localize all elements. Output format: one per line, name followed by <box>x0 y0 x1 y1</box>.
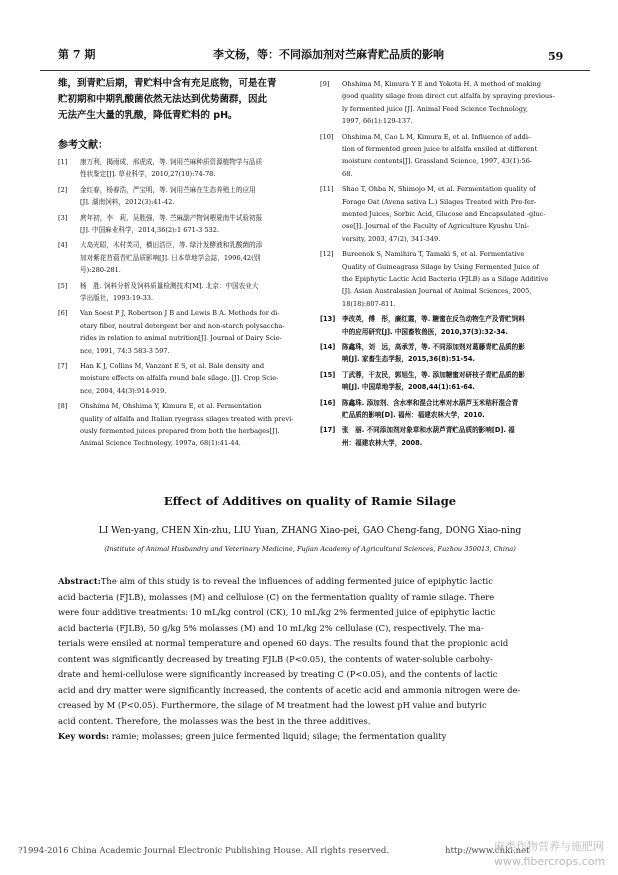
abstract-line: were four additive treatments: 10 mL/kg control (CK), 10 mL/kg 2% fermented juice of epiphytic lactic <box>58 607 496 617</box>
reference-line: 1997, 66(1):129-137. <box>342 117 413 126</box>
reference-line: 大岛光昭，木村芙司，横田浩臣，等. 绿汁发酵液和乳酸菌的添 <box>80 241 263 250</box>
reference-line: 贮品质的影响[D]. 福州：福建农林大学，2010. <box>342 411 485 419</box>
reference-number: [10] <box>320 132 334 141</box>
reference-text <box>80 360 278 397</box>
reference-number: [4] <box>58 241 68 250</box>
reference-line: Bureenok S, Namihira T, Tamaki S, et al. Fermentative <box>342 250 525 259</box>
cnki-link[interactable]: http://www.cnki.net <box>445 846 530 856</box>
reference-line: Van Soest P J, Robertson J B and Lewis B A. Methods for di- <box>80 309 280 318</box>
intro-paragraph <box>58 76 308 124</box>
reference-number: [5] <box>58 281 68 290</box>
reference-line: 中的应用研究[J]. 中国畜牧兽医，2010,37(3):32-34. <box>342 327 508 336</box>
reference-line: nce, 2004, 44(3):914-919. <box>80 386 167 395</box>
reference-line: 陈鑫珠. 添加剂、含水率和混合比率对水葫芦玉米秸秆混合青 <box>342 398 519 407</box>
abstract-label: Abstract: <box>58 576 101 586</box>
reference-line: Ohshima M, Ohshima Y, Kimura E, et al. Fermentation <box>80 402 262 411</box>
reference-line: ly fermented juice [J]. Animal Feed Science Technology, <box>342 104 528 113</box>
reference-text <box>80 184 256 209</box>
keywords-label: Key words: <box>58 731 110 741</box>
reference-text <box>80 239 262 276</box>
abstract-line <box>58 574 580 590</box>
reference-line: versity, 2003, 47(2), 341-349. <box>342 234 441 243</box>
intro-line: 无法产生大量的乳酸，降低青贮料的 pH。 <box>58 110 238 121</box>
reference-line: 康万利，揭雨成，邢虎成，等. 饲用苎麻种质资源植物学与品质 <box>80 158 263 166</box>
reference-text <box>342 313 525 338</box>
reference-text <box>342 183 546 245</box>
reference-number: [17] <box>320 426 336 435</box>
reference-number: [2] <box>58 185 68 194</box>
reference-text <box>342 78 555 128</box>
reference-line: good quality silage from direct cut alfalfa by spraying previous- <box>342 92 555 101</box>
reference-line: nce, 1991, 74:3 583-3 597. <box>80 346 170 355</box>
reference-line: 李改英，傅 彤，廉红霞，等. 糖蜜在反刍动物生产及青贮饲料 <box>342 315 525 324</box>
reference-line: 号):280-281. <box>80 266 121 275</box>
reference-line: the Epiphytic Lactic Acid Bacteria (FJLB) as a Silage Additive <box>342 275 549 283</box>
reference-line: 响[J]. 中国草地学报，2008,44(1):61-64. <box>342 383 475 392</box>
reference-number: [3] <box>58 213 68 222</box>
reference-line: quality of alfalfa and Italian ryegrass silages treated with previ- <box>80 414 294 423</box>
reference-line: rides in relation to animal nutrition[J]. Journal of Dairy Scie- <box>80 334 282 343</box>
reference-line: 丁武蓉，干友民，郭旭生，等. 添加糖蜜对研枝子青贮品质的影 <box>342 370 525 379</box>
reference-line: mented Juices, Sorbic Acid, Glucose and Encapsulated -gluc- <box>342 210 546 218</box>
reference-line: Quality of Guineagrass Silage by Using Fermented Juice of <box>342 262 539 271</box>
reference-line: 杨 胜. 饲料分析及饲料质量检测技术[M]. 北京：中国农业大 <box>80 281 259 290</box>
intro-line: 贮初期和中期乳酸菌依然无法达到优势菌群，因此 <box>58 94 268 105</box>
abstract-line: acid bacteria (FJLB), molasses (M) and cellulose (C) on the fermentation quality of ramie silage. There <box>58 591 495 602</box>
reference-text <box>342 341 525 366</box>
reference-number: [13] <box>320 315 336 324</box>
abstract-line: drate and hemi-cellulose were significantly increased by treating C (P<0.05), and the contents of lactic <box>58 669 498 679</box>
reference-text <box>342 397 518 422</box>
reference-text <box>342 248 548 310</box>
reference-line: moisture effects on alfalfa round bale silage. [J]. Crop Scie- <box>80 374 279 383</box>
reference-line: 18(18):807-811. <box>342 299 396 308</box>
reference-line: Animal Science Technology, 1997a, 68(1):41-44. <box>80 439 241 448</box>
reference-line: [J]. Asian Australasian Journal of Animal Sciences, 2005, <box>342 287 532 296</box>
abstract-text: The aim of this study is to reveal the influences of adding fermented juice of epiphytic lactic <box>100 576 493 586</box>
copyright-footer: ?1994-2016 China Academic Journal Electronic Publishing House. All rights reserved. <box>18 846 390 856</box>
reference-number: [9] <box>320 80 330 88</box>
reference-text <box>342 131 537 181</box>
reference-line: ose[J]. Journal of the Faculty of Agriculture Kyushu Uni- <box>342 222 530 231</box>
reference-number: [7] <box>58 362 68 370</box>
reference-line: 金红春，杨春浩，严宝明，等. 饲用苎麻在生态养殖上的应用 <box>80 185 256 194</box>
english-institution: (Institute of Animal Husbandry and Veterinary Medicine, Fujian Academy of Agricultural Sciences, Fuzhou 350013, China) <box>104 545 516 553</box>
abstract-line: terials were ensiled at normal temperature and opened 60 days. The results found that the propionic acid <box>58 638 509 648</box>
reference-text <box>342 369 525 394</box>
reference-line: 响[J]. 家畜生态学报，2015,36(8):51-54. <box>342 355 475 364</box>
reference-line: moisture contents[J]. Grassland Science, 1997, 43(1):56- <box>342 157 533 166</box>
reference-line: etary fiber, neutral detergent ber and non-starch polysaccha- <box>80 321 285 330</box>
reference-text <box>80 212 262 237</box>
reference-line: 学出版社，1993:19-33. <box>80 294 154 302</box>
english-title: Effect of Additives on quality of Ramie Silage <box>163 494 457 508</box>
reference-text <box>80 400 293 450</box>
reference-line: tion of fermented green juice to alfalfa ensiled at different <box>342 145 538 153</box>
reference-line: ously fermented juices prepared from both the herbages[J]. <box>80 427 280 435</box>
watermark-cn: 麻类作物营养与施肥网 <box>494 840 604 853</box>
reference-text <box>80 307 285 357</box>
reference-line: Shao T, Ohba N, Shimojo M, et al. Fermentation quality of <box>342 185 536 194</box>
watermark-url: www.fibercrops.com <box>494 855 606 868</box>
reference-line: 68. <box>342 169 353 178</box>
abstract-line: acid and dry matter were significantly increased, the contents of acetic acid and ammonia nitrogen were de- <box>58 684 521 695</box>
reference-text <box>80 156 262 181</box>
running-title: 李文杨，等：不同添加剂对苎麻青贮品质的影响 <box>213 48 444 61</box>
reference-line: Ohshima M, Cao L M, Kimura E, et al. Influence of addi- <box>342 132 531 141</box>
reference-line: Han K J, Collins M, Vanzant E S, et al. Bale density and <box>80 362 265 370</box>
reference-line: 州：福建农林大学，2008. <box>342 438 423 447</box>
reference-number: [1] <box>58 158 68 166</box>
keywords-text: ramie; molasses; green juice fermented liquid; silage; the fermentation quality <box>111 731 447 741</box>
reference-line: [J]. 中国麻业科学，2014,36(2):1 671-3 532. <box>80 226 220 234</box>
header-rule <box>40 70 590 71</box>
reference-line: [J]. 湖南饲料，2012(3):41-42. <box>80 198 175 207</box>
page-number: 59 <box>548 50 564 63</box>
abstract-line: acid bacteria (FJLB), 50 g/kg 5% molasses (M) and 10 mL/kg 2% cellulase (C), respectively. The ma- <box>58 622 484 633</box>
references-heading: 参考文献： <box>58 140 108 151</box>
reference-line: 庹年初，李 莉，吴胜强，等. 苎麻副产物饲喂夏南牛试验初报 <box>80 213 263 222</box>
reference-number: [15] <box>320 370 336 379</box>
reference-number: [16] <box>320 398 336 407</box>
abstract-block <box>58 574 580 745</box>
reference-number: [14] <box>320 343 336 351</box>
reference-line: 性状鉴定[J]. 草业科学，2010,27(10):74-78. <box>80 170 216 179</box>
intro-line: 维，到青贮后期，青贮料中含有充足底物，可是在青 <box>58 78 277 89</box>
abstract-line: creased by M (P<0.05). Furthermore, the silage of M treatment had the lowest pH value and butyric <box>58 700 487 710</box>
keywords-line <box>58 729 580 745</box>
reference-line: 加对紫花苜蓿青贮品质影响[J]. 日本草地学会誌，1996,42(别 <box>80 253 261 262</box>
reference-number: [11] <box>320 185 334 194</box>
reference-line: 陈鑫珠，刘 远，高承芳，等. 不同添加剂对葛藤青贮品质的影 <box>342 343 525 351</box>
issue-label: 第 7 期 <box>58 48 96 61</box>
reference-number: [8] <box>58 402 68 411</box>
reference-line: 张 丽. 不同添加剂对象草和水葫芦青贮品质的影响[D]. 福 <box>342 426 515 435</box>
english-authors: LI Wen-yang, CHEN Xin-zhu, LIU Yuan, ZHANG Xiao-pei, GAO Cheng-fang, DONG Xiao-ning <box>98 526 522 536</box>
reference-line: Ohshima M, Kimura Y E and Yokota H. A method of making <box>342 80 541 88</box>
reference-number: [12] <box>320 250 334 259</box>
abstract-line: content was significantly decreased by treating FJLB (P<0.05), the contents of water-soluble carbohy- <box>58 653 493 664</box>
reference-text <box>342 424 515 449</box>
reference-text <box>80 280 259 305</box>
reference-number: [6] <box>58 309 68 318</box>
abstract-line: acid content. Therefore, the molasses was the best in the three additives. <box>58 715 371 726</box>
reference-line: Forage Oat (Avena sativa L.) Silages Treated with Pre-fer- <box>342 197 537 206</box>
